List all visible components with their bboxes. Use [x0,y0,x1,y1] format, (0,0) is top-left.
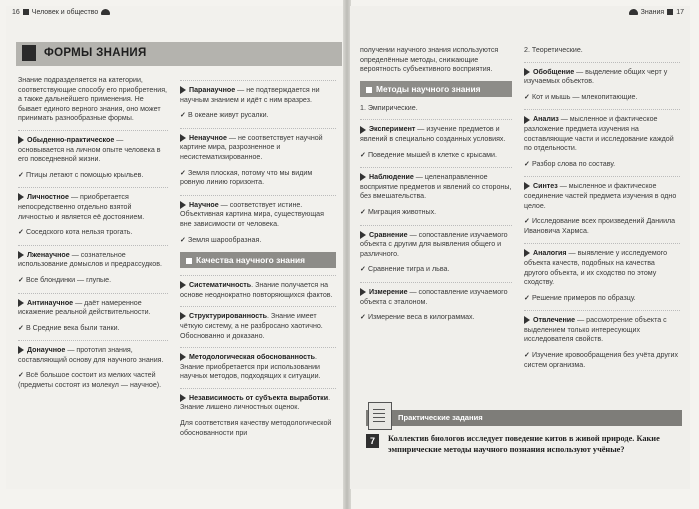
divider [18,187,168,188]
definition-text: — соответствует истине. Объективная картина мира, существующая вне зависимости от человека. [180,200,324,228]
definition [18,136,168,165]
example-text: Земля шарообразная. [187,235,262,244]
triangle-bullet-icon [18,299,24,307]
left-column-1 [18,76,168,398]
divider [360,119,512,120]
example [524,160,680,170]
example-text: Изучение кровообращения без учёта других систем организма. [524,351,679,369]
definition-term: Анализ [533,115,559,124]
checkmark-icon: ✓ [18,371,24,380]
left-column-2 [180,76,336,444]
left-page-number: 16 [12,9,20,16]
square-icon [366,87,372,93]
definition [524,68,680,87]
divider [524,62,680,63]
definition-term: Эксперимент [369,125,416,134]
definition [180,394,336,413]
task-7 [366,434,682,455]
left-column-2-bottom [180,275,336,438]
triangle-bullet-icon [360,126,366,134]
square-icon [667,9,673,15]
divider [360,225,512,226]
practice-banner [366,410,682,426]
definition-text: — не соответствует научной картине мира, разрозненное и несистематизированное. [180,133,323,161]
checkmark-icon: ✓ [524,351,530,360]
practice-label: Практические задания [398,413,483,422]
triangle-bullet-icon [180,134,186,142]
triangle-bullet-icon [18,346,24,354]
definition [524,182,680,211]
divider [18,245,168,246]
triangle-bullet-icon [18,251,24,259]
definition-term: Систематичность [189,281,252,290]
example [524,351,680,370]
divider [18,340,168,341]
triangle-bullet-icon [180,201,186,209]
example-text: Все блондинки — глупые. [25,275,112,284]
triangle-bullet-icon [180,281,186,289]
divider [524,176,680,177]
divider [180,128,336,129]
definition-text: . Знание лишено личностных оценок. [180,393,331,412]
definition-term: Лженаучное [27,250,70,259]
checkmark-icon: ✓ [18,275,24,284]
example [524,294,680,304]
definition-term: Научное [189,200,219,209]
divider [180,80,336,81]
checkmark-icon: ✓ [524,159,530,168]
definition [18,251,168,270]
example [180,111,336,121]
definition-text: — целенаправленное восприятие предметов и явлений со стороны, без вмешательства. [360,173,512,201]
section-marker-icon [22,45,36,61]
example [18,228,168,238]
divider [180,275,336,276]
definition [180,86,336,105]
definition-text: — выделение общих черт у изучаемых объектов. [524,67,668,86]
right-column-1-content [360,104,512,323]
definition [524,249,680,287]
definition [180,281,336,300]
checkmark-icon: ✓ [524,293,530,302]
example [360,313,512,323]
checkmark-icon: ✓ [18,228,24,237]
definition [180,134,336,163]
triangle-bullet-icon [524,249,530,257]
methods-heading [360,81,512,97]
divider [18,293,168,294]
example [18,276,168,286]
definition-text: — прототип знания, составляющий основу для научного знания. [18,346,164,364]
checkmark-icon: ✓ [180,235,186,244]
definition-term: Обыденно-практическое [27,135,115,144]
definition-term: Синтез [533,182,558,191]
definition [180,353,336,382]
checkmark-icon: ✓ [180,111,186,120]
square-icon [186,258,192,264]
definition-text: . Знание имеет чёткую систему, а не разбросано хаотично. Обоснованно и доказано. [180,312,323,340]
example [18,324,168,334]
definition [18,346,168,365]
example [18,171,168,181]
example-text: Исследование всех произведений Даниила Ивановича Хармса. [524,217,676,235]
quality-heading [180,252,336,268]
square-icon [23,9,29,15]
definition [18,193,168,222]
example-text: Измерение веса в килограммах. [367,313,475,322]
definition-text: — сознательное использование домыслов и предрассудков. [18,250,162,269]
triangle-bullet-icon [180,86,186,94]
triangle-bullet-icon [360,173,366,181]
divider [18,130,168,131]
definition-text: . Знание получается на основе неоднократно повторяющихся фактов. [180,281,333,299]
triangle-bullet-icon [524,182,530,190]
definition-term: Обобщение [533,67,575,76]
example [360,265,512,275]
triangle-bullet-icon [524,116,530,124]
example-text: Всё большое состоит из мелких частей (предметы состоят из молекул — научное). [18,371,162,390]
paragraph: Для соответствия качеству методологической обоснованности при [180,419,332,437]
definition-text: — рассмотрение объекта с выделением только интересующих исследователя свойств. [524,316,667,344]
triangle-bullet-icon [524,68,530,76]
definition-text: — сопоставление изучаемого объекта с эталоном. [360,287,508,306]
example [18,371,168,390]
definition-text: — не подтверждается ни научным знанием и идёт с ним вразрез. [180,86,320,104]
checkmark-icon: ✓ [360,150,366,159]
definition [180,201,336,230]
definition-text: . Знание приобретается при использовании научных методов, подходящих к ситуации. [180,353,321,381]
example-text: Решение примеров по образцу. [531,293,636,302]
logo-icon [629,9,638,15]
example-text: Кот и мышь — млекопитающие. [531,92,638,101]
example-text: В Средние века были танки. [25,323,120,332]
checkmark-icon: ✓ [360,265,366,274]
definition-term: Независимость от субъекта выработки [189,393,329,402]
triangle-bullet-icon [360,231,366,239]
definition-term: Отвлечение [533,316,576,325]
checkmark-icon: ✓ [18,170,24,179]
definition-text: — мысленное и фактическое соединение частей предмета изучения в одно целое. [524,182,677,210]
definition-text: — сопоставление изучаемого объекта с другим для выявления общего и различного. [360,230,508,258]
triangle-bullet-icon [18,136,24,144]
definition-term: Сравнение [369,230,408,239]
example [524,217,680,236]
left-column-2-top [180,80,336,245]
divider [180,195,336,196]
example [180,236,336,246]
example-text: В океане живут русалки. [187,111,269,120]
logo-icon [101,9,110,15]
definition [360,288,512,307]
right-column-1 [360,46,512,330]
triangle-bullet-icon [180,353,186,361]
divider [360,282,512,283]
example [360,151,512,161]
right-running-head [626,9,684,16]
definition-term: Аналогия [533,249,567,258]
example [524,93,680,103]
task-number: 7 [366,434,379,448]
left-page [6,6,344,489]
triangle-bullet-icon [18,193,24,201]
methods-heading-text: Методы научного знания [376,83,481,94]
definition [18,299,168,318]
example-text: Птицы летают с помощью крыльев. [25,170,144,179]
quality-heading-text: Качества научного знания [196,255,306,266]
divider [180,388,336,389]
paragraph: 2. Теоретические. [524,46,583,54]
divider [524,310,680,311]
definition-text: — приобретается непосредственно отдельно взятой личностью и является её достоянием. [18,193,145,221]
example [360,208,512,218]
definition-text: — мысленное и фактическое разложение предмета изучения на составляющие части и исследование каждой по отдельности. [524,115,674,153]
left-running-head [12,9,113,16]
definition [524,316,680,345]
definition-term: Методологическая обоснованность [189,353,315,362]
divider [180,347,336,348]
definition-term: Структурированность [189,312,267,321]
definition-term: Донаучное [27,346,66,355]
section-title: ФОРМЫ ЗНАНИЯ [44,47,147,59]
task-text: Коллектив биологов исследует поведение китов в живой природе. Какие эмпирические методы научного познания используют учёные? [388,434,660,454]
definition-term: Антинаучное [27,298,74,307]
right-page-number: 17 [676,9,684,16]
example-text: Разбор слова по составу. [531,159,616,168]
definition-text: — выявление у исследуемого объекта качеств, подобных на качества другого объекта, и их сходство по этому сходству. [524,249,668,287]
notebook-pen-icon [368,402,392,430]
definition [360,125,512,144]
checkmark-icon: ✓ [524,217,530,226]
example-text: Миграция животных. [367,207,437,216]
example [180,169,336,188]
definition-text: — основывается на личном опыте человека в его повседневной жизни. [18,135,161,164]
definition-text: — даёт намеренное искажение реальной действительности. [18,298,151,317]
definition-term: Ненаучное [189,133,227,142]
right-column-2 [524,46,680,377]
triangle-bullet-icon [524,316,530,324]
definition-term: Личностное [27,193,69,202]
definition-term: Паранаучное [189,86,236,94]
example-text: Поведение мышей в клетке с крысами. [367,150,497,159]
right-page [350,6,690,489]
checkmark-icon: ✓ [524,92,530,101]
paragraph: Знание подразделяется на категории, соответствующие способу его приобретения, а также дальнейшего применения. Не бывает единого верного знания, оно может принимать разнообразные формы. [18,76,168,123]
right-running-head-text: Знания [640,9,665,16]
example-text: Соседского кота нельзя трогать. [25,228,133,237]
triangle-bullet-icon [360,288,366,296]
checkmark-icon: ✓ [18,323,24,332]
divider [524,109,680,110]
definition-text: — изучение предметов и явлений в специально созданных условиях. [360,125,506,143]
definition-term: Измерение [369,287,408,296]
paragraph: 1. Эмпирические. [360,103,418,112]
divider [524,243,680,244]
divider [360,167,512,168]
definition [360,173,512,202]
definition-term: Наблюдение [369,173,414,182]
definition [524,115,680,153]
triangle-bullet-icon [180,312,186,320]
example-text: Земля плоская, потому что мы видим ровную линию горизонта. [180,168,313,187]
divider [180,306,336,307]
triangle-bullet-icon [180,394,186,402]
section-banner [16,42,342,66]
checkmark-icon: ✓ [180,168,186,177]
checkmark-icon: ✓ [360,313,366,322]
definition [360,231,512,260]
example-text: Сравнение тигра и льва. [367,265,450,274]
methods-intro: получении научного знания используются определённые методы, снижающие вероятность субъективного восприятия. [360,46,499,74]
left-running-head-text: Человек и общество [31,9,99,16]
checkmark-icon: ✓ [360,207,366,216]
definition [180,312,336,341]
